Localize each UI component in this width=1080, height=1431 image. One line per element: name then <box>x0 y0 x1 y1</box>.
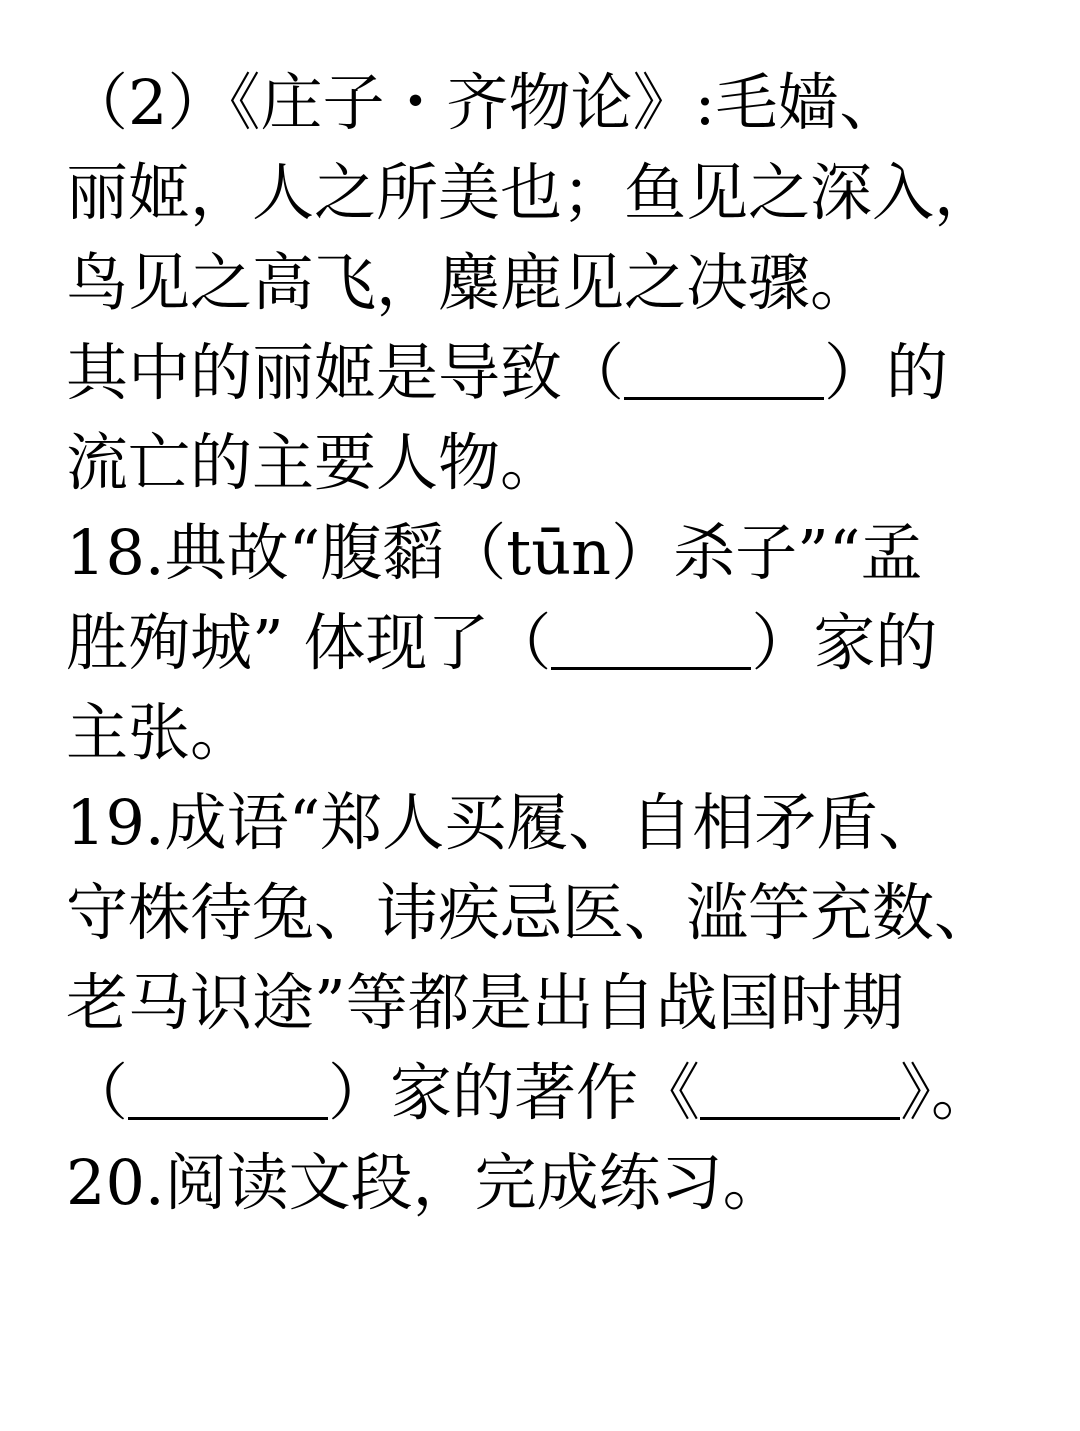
line-7-text-b: ）家的 <box>751 606 938 679</box>
line-12-text-a: （ <box>66 1056 129 1129</box>
text-line-11 <box>66 958 904 1048</box>
line-4-text-b: ）的 <box>824 336 949 409</box>
answer-blank-2[interactable] <box>551 605 751 670</box>
text-line-5 <box>66 418 562 508</box>
text-line-2 <box>66 148 996 238</box>
text-line-4 <box>66 328 948 418</box>
line-2-text: 丽姬，人之所美也；鱼见之深入， <box>66 156 997 229</box>
text-line-10 <box>66 868 996 958</box>
answer-blank-3[interactable] <box>128 1055 328 1120</box>
line-5-text: 流亡的主要人物。 <box>66 426 563 499</box>
answer-blank-4[interactable] <box>700 1055 900 1120</box>
text-line-13 <box>66 1138 785 1228</box>
line-4-text-a: 其中的丽姬是导致（ <box>66 336 625 409</box>
text-line-12 <box>66 1048 993 1138</box>
answer-blank-1[interactable] <box>624 335 824 400</box>
line-11-text: 老马识途”等都是出自战国时期 <box>66 966 904 1039</box>
line-1-text: （2）《庄子・齐物论》:毛嫱、 <box>66 66 902 139</box>
text-line-3 <box>66 238 872 328</box>
line-9-text: 19.成语“郑人买履、自相矛盾、 <box>66 786 941 859</box>
line-10-text: 守株待兔、讳疾忌医、滥竽充数、 <box>66 876 997 949</box>
line-8-text: 主张。 <box>66 696 253 769</box>
line-12-text-b: ）家的著作《 <box>328 1056 701 1129</box>
text-line-9 <box>66 778 940 868</box>
text-line-7 <box>66 598 937 688</box>
text-line-8 <box>66 688 252 778</box>
line-12-text-c: 》。 <box>900 1056 994 1129</box>
line-7-text-a: 胜殉城” 体现了（ <box>66 606 552 679</box>
line-3-text: 鸟见之高飞，麋鹿见之决骤。 <box>66 246 873 319</box>
line-13-text: 20.阅读文段，完成练习。 <box>66 1146 785 1219</box>
text-line-1 <box>66 58 901 148</box>
line-6-text: 18.典故“腹䵚（tūn）杀子”“孟 <box>66 516 923 589</box>
text-line-6 <box>66 508 922 598</box>
